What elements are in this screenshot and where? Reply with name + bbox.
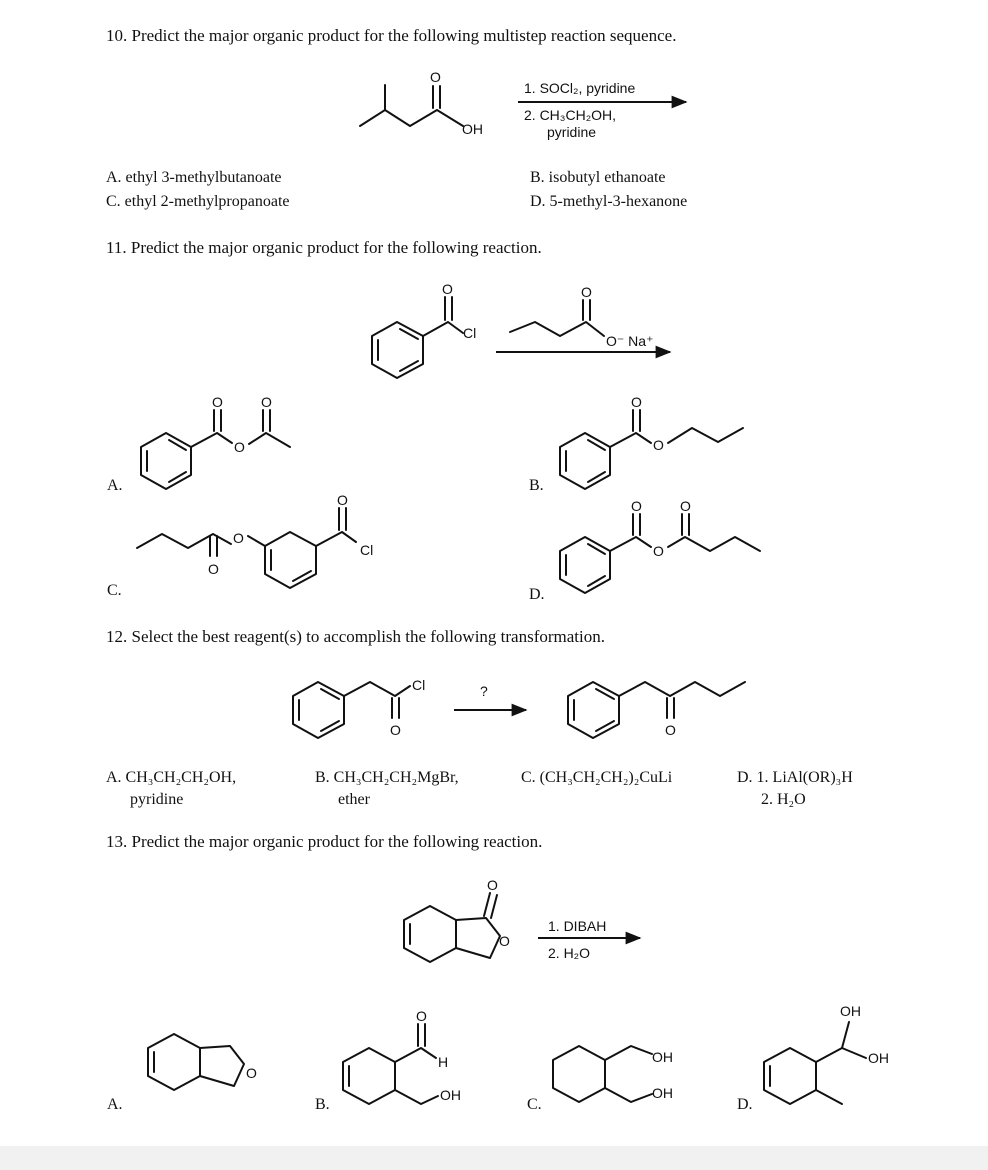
q10-reagent-2: 2. CH₃CH₂OH, <box>524 107 617 123</box>
q11-reactant-cl-label: Cl <box>463 325 477 341</box>
q10-reagent-3: pyridine <box>547 124 597 140</box>
q12-option-c-line1[interactable]: C. (CH₃CH₂CH₂)₂CuLi <box>521 769 673 786</box>
q11-c-o1: O <box>233 530 244 546</box>
q12-product-structure <box>568 682 745 738</box>
q11-option-c-letter[interactable]: C. <box>107 582 122 599</box>
q11-option-c-structure <box>137 508 356 588</box>
q11-reactant-o-label: O <box>442 281 453 297</box>
q11-b-o1: O <box>631 394 642 410</box>
q13-reagent-2: 2. H₂O <box>548 945 590 961</box>
q10-option-d[interactable]: D. 5-methyl-3-hexanone <box>530 193 688 210</box>
q12-product-o: O <box>665 722 676 738</box>
q13-option-b-structure <box>343 1024 438 1104</box>
q11-c-o2: O <box>208 561 219 577</box>
question-12-text: 12. Select the best reagent(s) to accomplish the following transformation. <box>106 627 606 646</box>
q12-reactant-o: O <box>390 722 401 738</box>
q13-d-oh2: OH <box>868 1050 889 1066</box>
q11-reactant-structure <box>372 297 463 378</box>
q10-oh-label: OH <box>462 121 483 137</box>
page-footer-band <box>0 1146 988 1170</box>
question-13-text: 13. Predict the major organic product for the following reaction. <box>106 832 543 851</box>
q11-d-o2: O <box>680 498 691 514</box>
question-11-text: 11. Predict the major organic product for the following reaction. <box>106 238 542 257</box>
q10-reactant-structure <box>360 85 463 126</box>
q10-reagent-1: 1. SOCl₂, pyridine <box>524 80 636 96</box>
q13-reactant-structure <box>404 893 500 962</box>
q13-reactant-o1: O <box>487 877 498 893</box>
q13-reactant-o2: O <box>499 933 510 949</box>
q10-option-a[interactable]: A. ethyl 3-methylbutanoate <box>106 169 282 186</box>
q11-a-o1: O <box>212 394 223 410</box>
q13-b-o: O <box>416 1008 427 1024</box>
q11-c-cl: Cl <box>360 542 374 558</box>
q10-option-b[interactable]: B. isobutyl ethanoate <box>530 169 666 186</box>
q11-a-o2: O <box>261 394 272 410</box>
q10-option-c[interactable]: C. ethyl 2-methylpropanoate <box>106 193 290 210</box>
q11-d-o1: O <box>631 498 642 514</box>
q11-reagent-o-label: O <box>581 284 592 300</box>
q13-option-a-structure <box>148 1034 244 1090</box>
q13-option-d-letter[interactable]: D. <box>737 1096 753 1113</box>
q13-c-oh1: OH <box>652 1049 673 1065</box>
q13-option-d-structure <box>764 1022 866 1104</box>
q13-option-c-structure <box>553 1046 652 1102</box>
q12-question-mark: ? <box>480 683 488 699</box>
q12-option-b-line2: ether <box>338 791 370 808</box>
q12-option-a-line2: pyridine <box>130 791 184 808</box>
q12-option-b-line1[interactable]: B. CH₃CH₂CH₂MgBr, <box>315 769 459 786</box>
q11-option-a-letter[interactable]: A. <box>107 477 123 494</box>
q13-b-h: H <box>438 1054 449 1070</box>
q12-option-d-line1[interactable]: D. 1. LiAl(OR)₃H <box>737 769 853 786</box>
q13-c-oh2: OH <box>652 1085 673 1101</box>
q12-option-a-line1[interactable]: A. CH₃CH₂CH₂OH, <box>106 769 237 786</box>
q11-sodium-carboxylate-label: O⁻ Na⁺ <box>606 333 654 349</box>
q13-d-oh1: OH <box>840 1003 861 1019</box>
question-10-text: 10. Predict the major organic product for the following multistep reaction sequence. <box>106 26 677 45</box>
q11-option-d-letter[interactable]: D. <box>529 586 545 603</box>
q10-carbonyl-o-label: O <box>430 69 441 85</box>
q12-option-d-line2: 2. H₂O <box>761 791 806 808</box>
q13-b-oh: OH <box>440 1087 461 1103</box>
q11-option-b-structure <box>560 410 743 489</box>
q11-option-a-structure <box>141 410 290 489</box>
q11-b-o2: O <box>653 437 664 453</box>
q11-reagent-structure <box>510 300 604 336</box>
q13-a-o: O <box>246 1065 257 1081</box>
q13-reagent-1: 1. DIBAH <box>548 918 607 934</box>
q13-option-a-letter[interactable]: A. <box>107 1096 123 1113</box>
q11-c-o3: O <box>337 492 348 508</box>
q13-option-c-letter[interactable]: C. <box>527 1096 542 1113</box>
q11-a-o3: O <box>234 439 245 455</box>
q11-d-o3: O <box>653 543 664 559</box>
q13-option-b-letter[interactable]: B. <box>315 1096 330 1113</box>
q12-reactant-cl: Cl <box>412 677 426 693</box>
q11-option-b-letter[interactable]: B. <box>529 477 544 494</box>
